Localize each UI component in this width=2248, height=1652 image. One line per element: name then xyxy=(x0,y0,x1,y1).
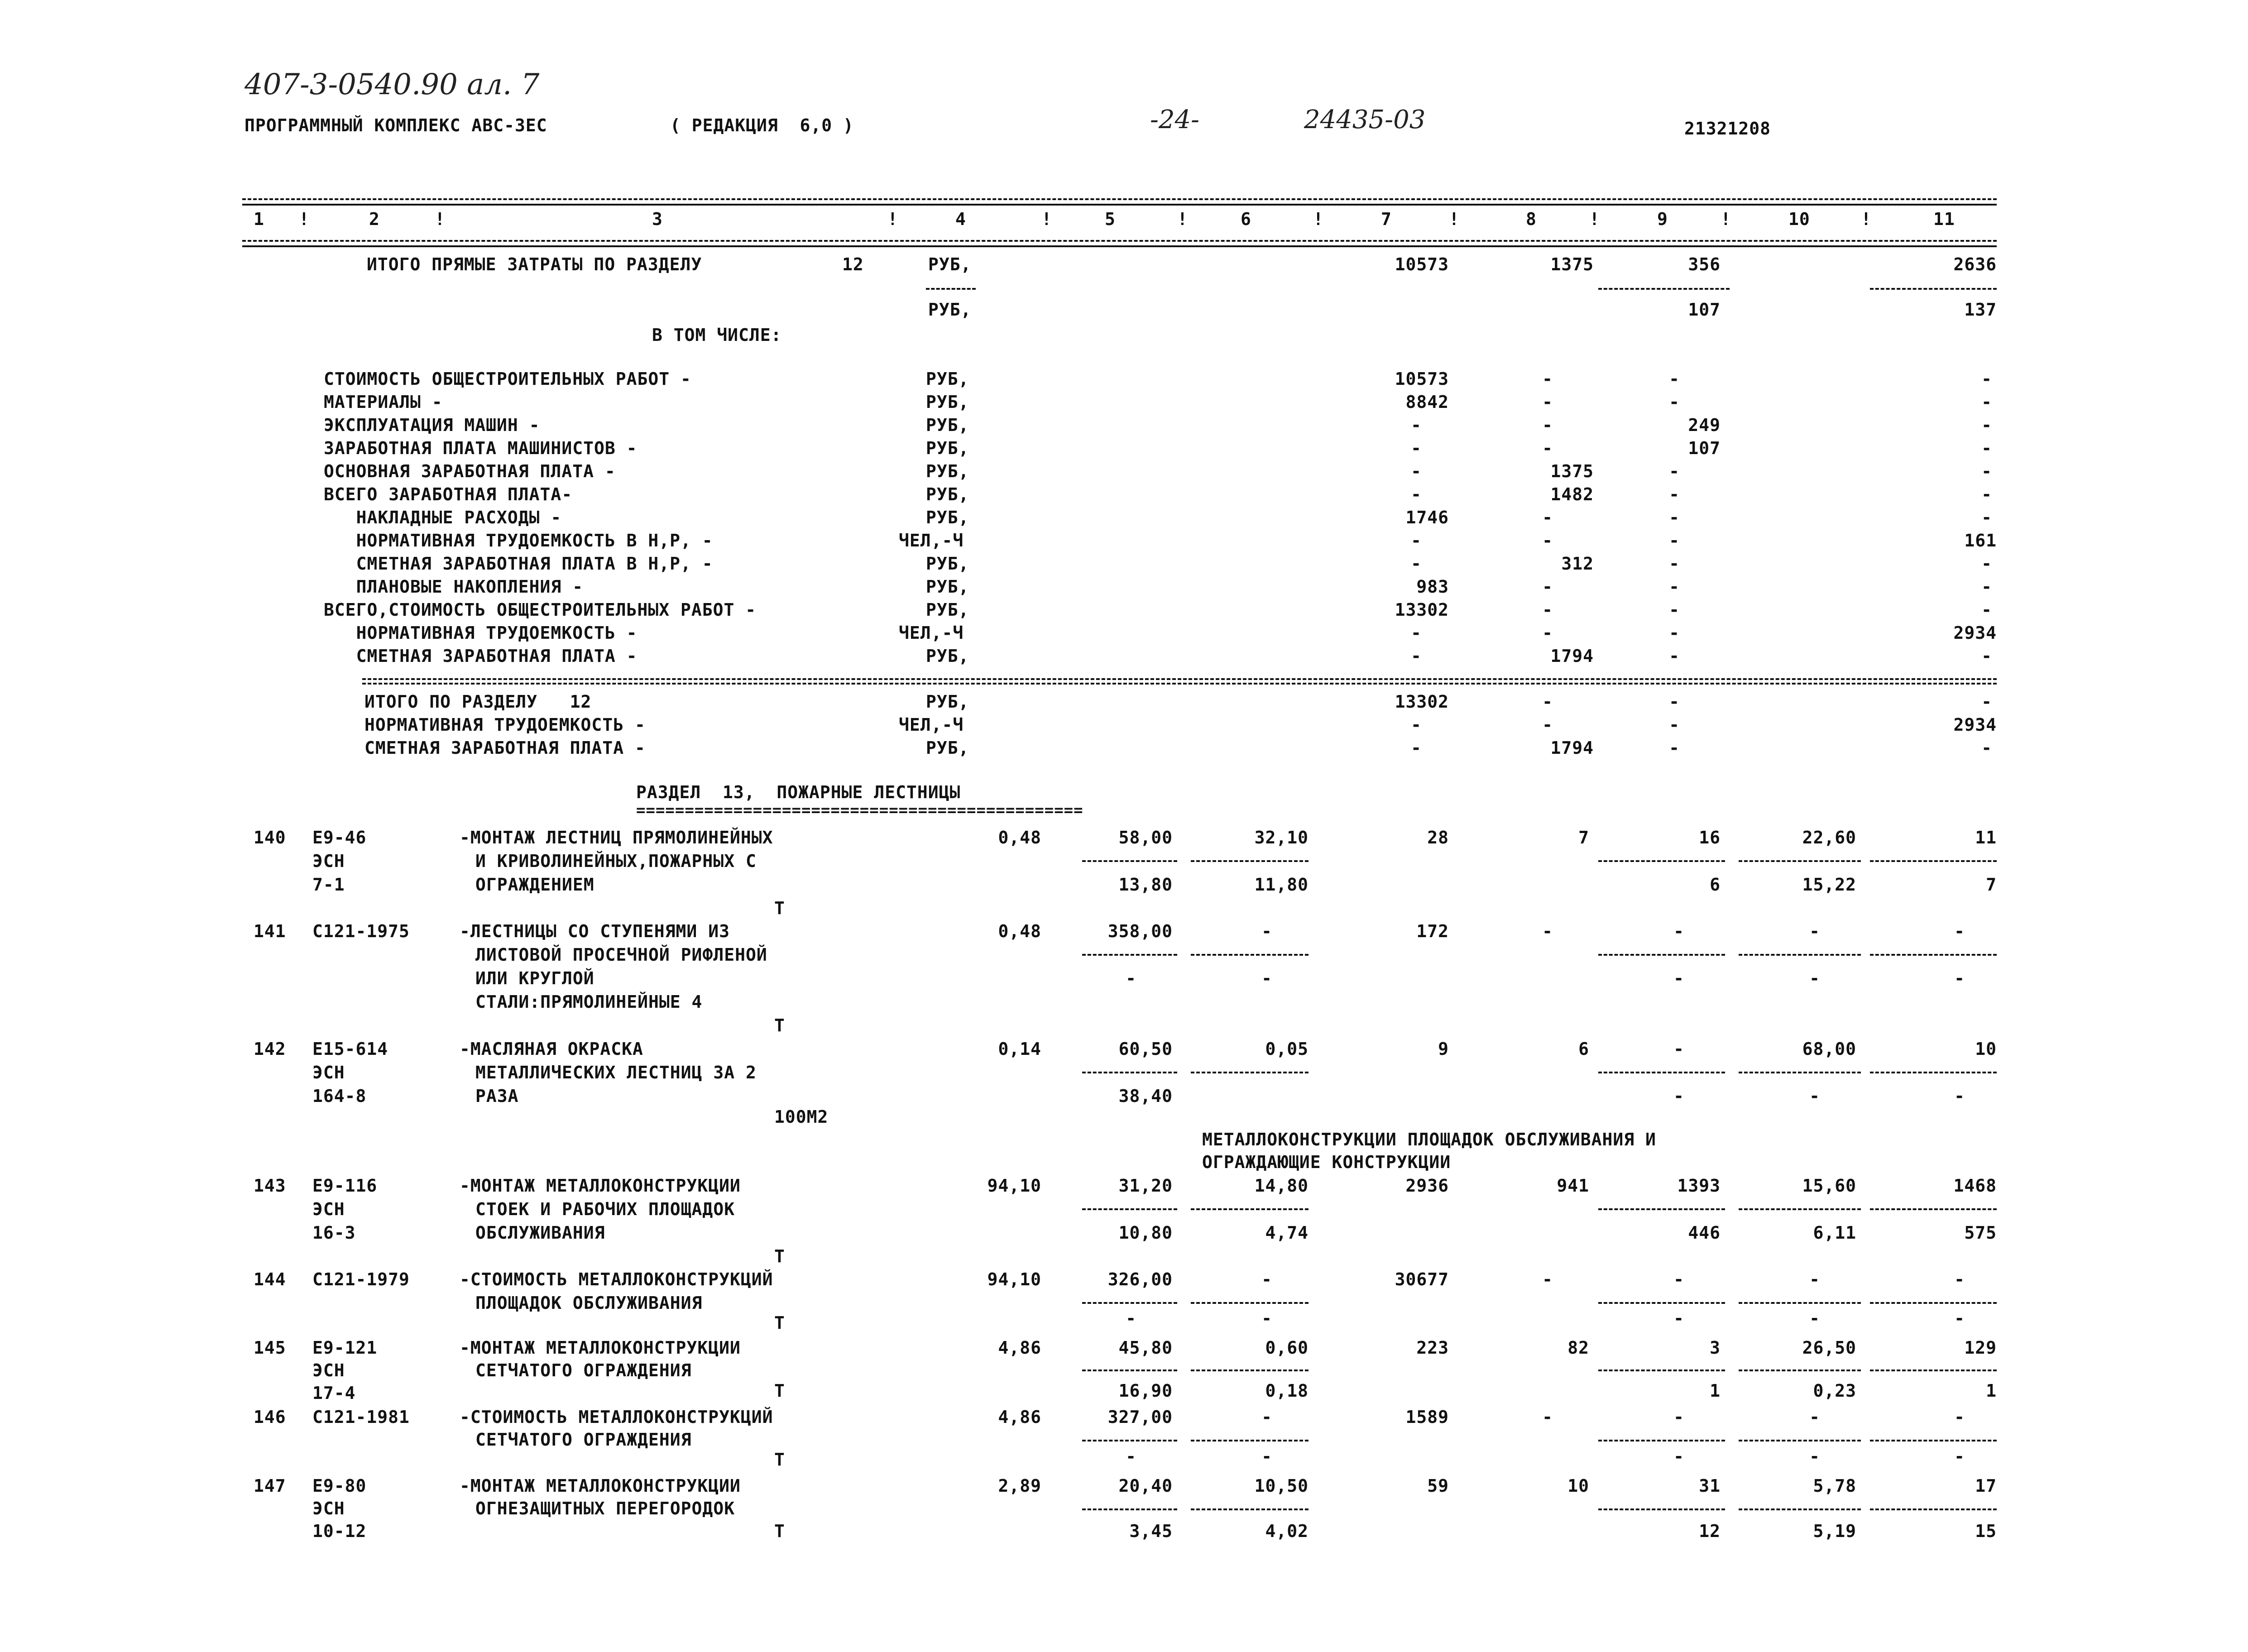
col-2: 2 xyxy=(369,209,380,229)
breakdown-c11: - xyxy=(1981,646,1992,666)
breakdown-label: НОРМАТИВНАЯ ТРУДОЕМКОСТЬ - xyxy=(324,623,637,643)
itogo2-unit: РУБ, xyxy=(928,300,972,320)
item-c6: - xyxy=(1261,921,1272,941)
item-c11b: - xyxy=(1954,1308,1965,1328)
item-c9: 31 xyxy=(1699,1476,1721,1496)
item-code-3: 17-4 xyxy=(312,1383,356,1403)
item-desc: ОБСЛУЖИВАНИЯ xyxy=(475,1223,605,1243)
breakdown-c9: - xyxy=(1669,623,1680,643)
item-desc: -МОНТАЖ МЕТАЛЛОКОНСТРУКЦИИ xyxy=(460,1338,741,1358)
item-c11b: 575 xyxy=(1964,1223,1997,1243)
item-c7: 2936 xyxy=(1405,1176,1449,1196)
item-c9: - xyxy=(1673,1407,1684,1427)
breakdown-c7: 10573 xyxy=(1395,369,1449,389)
item-c8: 6 xyxy=(1578,1039,1589,1059)
itogo-unit: РУБ, xyxy=(928,254,972,274)
breakdown-unit: РУБ, xyxy=(926,369,969,389)
breakdown-c7: 1746 xyxy=(1405,508,1449,527)
item-c6: 0,60 xyxy=(1265,1338,1309,1358)
itogo-c7: 10573 xyxy=(1395,254,1449,274)
item-code: Е9-116 xyxy=(312,1176,378,1196)
item-c11: - xyxy=(1954,1407,1965,1427)
itogo2-c9: 107 xyxy=(1688,300,1721,320)
item-code-2: ЭСН xyxy=(312,1063,345,1082)
item-desc: ОГРАЖДЕНИЕМ xyxy=(475,875,594,895)
item-c11b: 1 xyxy=(1986,1381,1997,1401)
item-c11: 11 xyxy=(1975,828,1997,848)
col-7: 7 xyxy=(1381,209,1392,229)
breakdown-c8: 1375 xyxy=(1550,461,1594,481)
breakdown-unit: РУБ, xyxy=(926,415,969,435)
item-c10b: 6,11 xyxy=(1813,1223,1856,1243)
item-c10b: 15,22 xyxy=(1802,875,1856,895)
breakdown-c8: 1794 xyxy=(1550,646,1594,666)
breakdown-label: ВСЕГО,СТОИМОСТЬ ОБЩЕСТРОИТЕЛЬНЫХ РАБОТ - xyxy=(324,600,757,620)
breakdown-c7: - xyxy=(1411,461,1422,481)
item-number: 143 xyxy=(254,1176,286,1196)
breakdown-label: НАКЛАДНЫЕ РАСХОДЫ - xyxy=(324,508,562,527)
item-c5b: - xyxy=(1126,1446,1136,1466)
item-c9b: 446 xyxy=(1688,1223,1721,1243)
item-desc: -МОНТАЖ МЕТАЛЛОКОНСТРУКЦИИ xyxy=(460,1476,741,1496)
item-code: С121-1975 xyxy=(312,921,410,941)
item-code-2: ЭСН xyxy=(312,1499,345,1518)
breakdown-c8: - xyxy=(1542,508,1553,527)
breakdown-c11: - xyxy=(1981,392,1992,412)
item-c5b: 16,90 xyxy=(1118,1381,1173,1401)
itogo-razdel-label: СМЕТНАЯ ЗАРАБОТНАЯ ПЛАТА - xyxy=(364,738,646,758)
item-code: Е9-80 xyxy=(312,1476,367,1496)
breakdown-c11: - xyxy=(1981,508,1992,527)
breakdown-c11: - xyxy=(1981,484,1992,504)
item-desc: -МАСЛЯНАЯ ОКРАСКА xyxy=(460,1039,643,1059)
item-desc: -СТОИМОСТЬ МЕТАЛЛОКОНСТРУКЦИЙ xyxy=(460,1407,773,1427)
breakdown-c8: - xyxy=(1542,531,1553,551)
item-c8: - xyxy=(1542,1269,1553,1289)
item-code-2: ЭСН xyxy=(312,1360,345,1380)
subsection-title-line2: ОГРАЖДАЮЩИЕ КОНСТРУКЦИИ xyxy=(1202,1152,1451,1172)
item-c11b: - xyxy=(1954,968,1965,988)
breakdown-c9: - xyxy=(1669,369,1680,389)
breakdown-c7: - xyxy=(1411,646,1422,666)
item-c8: 82 xyxy=(1567,1338,1589,1358)
itogo-razdel-unit: РУБ, xyxy=(926,692,969,712)
item-c7: 30677 xyxy=(1395,1269,1449,1289)
item-c4: 0,48 xyxy=(998,828,1041,848)
breakdown-c9: - xyxy=(1669,554,1680,574)
divider xyxy=(362,683,1997,685)
itogo-label: ИТОГО ПРЯМЫЕ ЗАТРАТЫ ПО РАЗДЕЛУ xyxy=(367,254,702,274)
item-c7: 223 xyxy=(1416,1338,1449,1358)
item-c11b: - xyxy=(1954,1086,1965,1106)
item-c11: - xyxy=(1954,1269,1965,1289)
item-c10: 15,60 xyxy=(1802,1176,1856,1196)
item-code: Е9-121 xyxy=(312,1338,378,1358)
breakdown-label: СМЕТНАЯ ЗАРАБОТНАЯ ПЛАТА - xyxy=(324,646,637,666)
item-desc: ИЛИ КРУГЛОЙ xyxy=(475,968,594,988)
item-c6: 0,05 xyxy=(1265,1039,1309,1059)
item-number: 140 xyxy=(254,828,286,848)
breakdown-c9: - xyxy=(1669,508,1680,527)
item-c7: 172 xyxy=(1416,921,1449,941)
item-c9: 3 xyxy=(1710,1338,1721,1358)
item-c6: 32,10 xyxy=(1254,828,1309,848)
breakdown-unit: РУБ, xyxy=(926,646,969,666)
item-c6b: 0,18 xyxy=(1265,1381,1309,1401)
item-unit: Т xyxy=(774,1015,785,1035)
itogo-razdel-c8: - xyxy=(1542,692,1553,712)
item-unit: Т xyxy=(774,1450,785,1470)
itogo-razdel-c8: 1794 xyxy=(1550,738,1594,758)
breakdown-c7: - xyxy=(1411,623,1422,643)
item-desc: СТАЛИ:ПРЯМОЛИНЕЙНЫЕ 4 xyxy=(475,992,703,1012)
breakdown-label: МАТЕРИАЛЫ - xyxy=(324,392,443,412)
item-c5b: - xyxy=(1126,968,1136,988)
itogo-num: 12 xyxy=(842,254,864,274)
breakdown-label: СМЕТНАЯ ЗАРАБОТНАЯ ПЛАТА В Н,Р, - xyxy=(324,554,713,574)
itogo-razdel-c9: - xyxy=(1669,738,1680,758)
item-c10: - xyxy=(1809,1407,1820,1427)
item-c5b: - xyxy=(1126,1308,1136,1328)
item-desc: И КРИВОЛИНЕЙНЫХ,ПОЖАРНЫХ С xyxy=(475,851,757,871)
header-rule-top xyxy=(242,198,1997,200)
breakdown-unit: РУБ, xyxy=(926,554,969,574)
item-unit: Т xyxy=(774,1381,785,1401)
divider xyxy=(362,678,1997,680)
item-c9b: 6 xyxy=(1710,875,1721,895)
col-5: 5 xyxy=(1105,209,1116,229)
breakdown-unit: РУБ, xyxy=(926,577,969,597)
breakdown-c11: - xyxy=(1981,369,1992,389)
col-9: 9 xyxy=(1657,209,1668,229)
itogo-razdel-c9: - xyxy=(1669,715,1680,735)
item-c6: - xyxy=(1261,1269,1272,1289)
item-c11b: 7 xyxy=(1986,875,1997,895)
item-number: 144 xyxy=(254,1269,286,1289)
item-c9b: - xyxy=(1673,1308,1684,1328)
item-c5b: 3,45 xyxy=(1129,1521,1173,1541)
item-c10: 68,00 xyxy=(1802,1039,1856,1059)
item-c9b: 12 xyxy=(1699,1521,1721,1541)
item-number: 141 xyxy=(254,921,286,941)
breakdown-c7: 13302 xyxy=(1395,600,1449,620)
breakdown-c7: 983 xyxy=(1416,577,1449,597)
breakdown-c8: - xyxy=(1542,600,1553,620)
breakdown-label: ПЛАНОВЫЕ НАКОПЛЕНИЯ - xyxy=(324,577,584,597)
item-c9: - xyxy=(1673,1039,1684,1059)
item-c4: 4,86 xyxy=(998,1338,1041,1358)
breakdown-c11: - xyxy=(1981,554,1992,574)
breakdown-c11: - xyxy=(1981,577,1992,597)
item-number: 146 xyxy=(254,1407,286,1427)
item-c4: 0,48 xyxy=(998,921,1041,941)
item-c7: 9 xyxy=(1438,1039,1449,1059)
edition: ( РЕДАКЦИЯ 6,0 ) xyxy=(670,115,854,135)
item-c8: 941 xyxy=(1557,1176,1589,1196)
breakdown-c9: - xyxy=(1669,392,1680,412)
item-c10: 26,50 xyxy=(1802,1338,1856,1358)
item-desc: ЛИСТОВОЙ ПРОСЕЧНОЙ РИФЛЕНОЙ xyxy=(475,945,767,965)
item-c10b: - xyxy=(1809,1446,1820,1466)
breakdown-c9: - xyxy=(1669,577,1680,597)
breakdown-c8: - xyxy=(1542,623,1553,643)
item-c9b: - xyxy=(1673,1446,1684,1466)
breakdown-unit: РУБ, xyxy=(926,438,969,458)
breakdown-c9: 249 xyxy=(1688,415,1721,435)
itogo-razdel-c9: - xyxy=(1669,692,1680,712)
breakdown-label: ЭКСПЛУАТАЦИЯ МАШИН - xyxy=(324,415,540,435)
breakdown-c11: 2934 xyxy=(1953,623,1997,643)
item-desc: ПЛОЩАДОК ОБСЛУЖИВАНИЯ xyxy=(475,1293,703,1313)
breakdown-c11: - xyxy=(1981,438,1992,458)
breakdown-c7: - xyxy=(1411,415,1422,435)
item-number: 145 xyxy=(254,1338,286,1358)
breakdown-label: ЗАРАБОТНАЯ ПЛАТА МАШИНИСТОВ - xyxy=(324,438,637,458)
breakdown-unit: РУБ, xyxy=(926,392,969,412)
header-rule-bottom-2 xyxy=(242,245,1997,247)
item-c8: - xyxy=(1542,1407,1553,1427)
item-code: Е15-614 xyxy=(312,1039,388,1059)
item-c5: 45,80 xyxy=(1118,1338,1173,1358)
breakdown-c7: - xyxy=(1411,531,1422,551)
item-c8: - xyxy=(1542,921,1553,941)
item-c5: 358,00 xyxy=(1107,921,1173,941)
item-c9: 16 xyxy=(1699,828,1721,848)
breakdown-c8: - xyxy=(1542,415,1553,435)
item-c5b: 13,80 xyxy=(1118,875,1173,895)
breakdown-c11: - xyxy=(1981,600,1992,620)
itogo-razdel-c7: - xyxy=(1411,715,1422,735)
item-desc: ОГНЕЗАЩИТНЫХ ПЕРЕГОРОДОК xyxy=(475,1499,735,1518)
section-title: РАЗДЕЛ 13, ПОЖАРНЫЕ ЛЕСТНИЦЫ xyxy=(636,782,961,802)
page-number: -24- xyxy=(1150,105,1200,134)
breakdown-c7: 8842 xyxy=(1405,392,1449,412)
itogo-razdel-c7: 13302 xyxy=(1395,692,1449,712)
item-unit: Т xyxy=(774,1521,785,1541)
item-unit: 100М2 xyxy=(774,1107,829,1127)
item-code-2: ЭСН xyxy=(312,851,345,871)
itogo-razdel-c8: - xyxy=(1542,715,1553,735)
item-c6b: - xyxy=(1261,1446,1272,1466)
item-c7: 28 xyxy=(1427,828,1449,848)
handwritten-number: 24435-03 xyxy=(1304,105,1426,134)
breakdown-label: ВСЕГО ЗАРАБОТНАЯ ПЛАТА- xyxy=(324,484,573,504)
item-c10b: - xyxy=(1809,1086,1820,1106)
item-c11b: - xyxy=(1954,1446,1965,1466)
breakdown-label: ОСНОВНАЯ ЗАРАБОТНАЯ ПЛАТА - xyxy=(324,461,616,481)
item-c9: 1393 xyxy=(1677,1176,1721,1196)
col-3: 3 xyxy=(652,209,663,229)
item-code: Е9-46 xyxy=(312,828,367,848)
itogo-razdel-unit: РУБ, xyxy=(926,738,969,758)
col-11: 11 xyxy=(1933,209,1955,229)
breakdown-c7: - xyxy=(1411,554,1422,574)
item-desc: -СТОИМОСТЬ МЕТАЛЛОКОНСТРУКЦИЙ xyxy=(460,1269,773,1289)
item-c11: 17 xyxy=(1975,1476,1997,1496)
item-code: С121-1981 xyxy=(312,1407,410,1427)
breakdown-c11: 161 xyxy=(1964,531,1997,551)
item-c4: 4,86 xyxy=(998,1407,1041,1427)
item-c8: 10 xyxy=(1567,1476,1589,1496)
item-code-3: 16-3 xyxy=(312,1223,356,1243)
item-c7: 59 xyxy=(1427,1476,1449,1496)
item-c10b: 0,23 xyxy=(1813,1381,1856,1401)
item-desc: -МОНТАЖ МЕТАЛЛОКОНСТРУКЦИИ xyxy=(460,1176,741,1196)
item-code-3: 164-8 xyxy=(312,1086,367,1106)
breakdown-c8: - xyxy=(1542,392,1553,412)
breakdown-unit: ЧЕЛ,-Ч xyxy=(899,623,964,643)
item-c4: 0,14 xyxy=(998,1039,1041,1059)
item-c8: 7 xyxy=(1578,828,1589,848)
item-c6: - xyxy=(1261,1407,1272,1427)
breakdown-c9: - xyxy=(1669,531,1680,551)
item-c6b: - xyxy=(1261,1308,1272,1328)
item-c6b: 4,02 xyxy=(1265,1521,1309,1541)
item-c11: 1468 xyxy=(1953,1176,1997,1196)
itogo-razdel-label: ИТОГО ПО РАЗДЕЛУ 12 xyxy=(364,692,592,712)
item-c7: 1589 xyxy=(1405,1407,1449,1427)
breakdown-c9: - xyxy=(1669,461,1680,481)
item-c6b: 11,80 xyxy=(1254,875,1309,895)
item-desc: СЕТЧАТОГО ОГРАЖДЕНИЯ xyxy=(475,1430,692,1450)
document-number: 21321208 xyxy=(1684,119,1771,139)
item-c10: 5,78 xyxy=(1813,1476,1856,1496)
itogo-razdel-label: НОРМАТИВНАЯ ТРУДОЕМКОСТЬ - xyxy=(364,715,646,735)
breakdown-unit: РУБ, xyxy=(926,600,969,620)
program-name: ПРОГРАММНЫЙ КОМПЛЕКС АВС-ЗЕС xyxy=(244,115,547,135)
breakdown-label: СТОИМОСТЬ ОБЩЕСТРОИТЕЛЬНЫХ РАБОТ - xyxy=(324,369,691,389)
itogo-c11: 2636 xyxy=(1953,254,1997,274)
breakdown-c8: 1482 xyxy=(1550,484,1594,504)
header-rule-top-2 xyxy=(242,204,1997,206)
item-c5b: 38,40 xyxy=(1118,1086,1173,1106)
item-c5: 327,00 xyxy=(1107,1407,1173,1427)
item-c5: 58,00 xyxy=(1118,828,1173,848)
item-c11: - xyxy=(1954,921,1965,941)
item-c5: 326,00 xyxy=(1107,1269,1173,1289)
item-c11: 129 xyxy=(1964,1338,1997,1358)
breakdown-unit: РУБ, xyxy=(926,484,969,504)
item-desc: СТОЕК И РАБОЧИХ ПЛОЩАДОК xyxy=(475,1199,735,1219)
breakdown-c9: - xyxy=(1669,646,1680,666)
breakdown-unit: ЧЕЛ,-Ч xyxy=(899,531,964,551)
item-c10b: - xyxy=(1809,1308,1820,1328)
itogo-razdel-unit: ЧЕЛ,-Ч xyxy=(899,715,964,735)
item-c11b: 15 xyxy=(1975,1521,1997,1541)
item-c9: - xyxy=(1673,921,1684,941)
item-code-3: 7-1 xyxy=(312,875,345,895)
item-code-2: ЭСН xyxy=(312,1199,345,1219)
item-c5b: 10,80 xyxy=(1118,1223,1173,1243)
breakdown-label: НОРМАТИВНАЯ ТРУДОЕМКОСТЬ В Н,Р, - xyxy=(324,531,713,551)
item-c9b: - xyxy=(1673,968,1684,988)
item-unit: Т xyxy=(774,898,785,918)
subsection-title-line1: МЕТАЛЛОКОНСТРУКЦИИ ПЛОЩАДОК ОБСЛУЖИВАНИЯ И xyxy=(1202,1130,1656,1149)
col-8: 8 xyxy=(1526,209,1537,229)
item-c4: 94,10 xyxy=(987,1176,1041,1196)
item-c5: 60,50 xyxy=(1118,1039,1173,1059)
breakdown-c8: - xyxy=(1542,577,1553,597)
breakdown-c8: 312 xyxy=(1561,554,1594,574)
itogo-razdel-c11: - xyxy=(1981,738,1992,758)
item-desc: -МОНТАЖ ЛЕСТНИЦ ПРЯМОЛИНЕЙНЫХ xyxy=(460,828,773,848)
breakdown-unit: РУБ, xyxy=(926,461,969,481)
col-1: 1 xyxy=(254,209,264,229)
item-number: 147 xyxy=(254,1476,286,1496)
item-c6b: 4,74 xyxy=(1265,1223,1309,1243)
handwritten-code: 407-3-0540.90 ал. 7 xyxy=(244,68,540,101)
item-c10: - xyxy=(1809,1269,1820,1289)
breakdown-c8: - xyxy=(1542,369,1553,389)
item-c11: 10 xyxy=(1975,1039,1997,1059)
item-c10: 22,60 xyxy=(1802,828,1856,848)
breakdown-c7: - xyxy=(1411,484,1422,504)
item-unit: Т xyxy=(774,1246,785,1266)
item-c9: - xyxy=(1673,1269,1684,1289)
item-c10b: - xyxy=(1809,968,1820,988)
col-6: 6 xyxy=(1241,209,1251,229)
itogo-razdel-c11: 2934 xyxy=(1953,715,1997,735)
item-c10: - xyxy=(1809,921,1820,941)
item-c4: 2,89 xyxy=(998,1476,1041,1496)
itogo-razdel-c11: - xyxy=(1981,692,1992,712)
itogo-c9: 356 xyxy=(1688,254,1721,274)
v-tom-chisle: В ТОМ ЧИСЛЕ: xyxy=(652,325,782,345)
item-code-3: 10-12 xyxy=(312,1521,367,1541)
document-page: 407-3-0540.90 ал. 7 ПРОГРАММНЫЙ КОМПЛЕКС АВС-ЗЕС ( РЕДАКЦИЯ 6,0 ) -24- 24435-03 21321208 1 2 3 4 5 6 7 8 9 10 11 ! ! ! ! ! ! ! ! ! ! ИТОГО ПРЯМЫЕ ЗАТРАТЫ ПО РАЗДЕЛУ 12 РУБ, 10573 1375 356 2636 РУБ, 107 137 В ТОМ ЧИСЛЕ: СТОИМОСТЬ ОБЩЕСТРОИТЕЛЬНЫХ РАБОТ - РУБ, 10573 - - - МАТЕРИАЛЫ - РУБ, 8842 - - - ЭКСПЛУАТАЦИЯ МАШИН - РУБ, - - 249 - ЗАРАБОТНАЯ ПЛАТА МАШИНИСТОВ - РУБ, - - 107 - ОСНОВНАЯ ЗАРАБОТНАЯ ПЛАТА - РУБ, - 1375 - - ВСЕГО ЗАРАБОТНАЯ ПЛАТА- РУБ, - 1482 - - НАКЛАДНЫЕ РАСХОДЫ - РУБ, 1746 - - - НОРМАТИВНАЯ ТРУДОЕМКОСТЬ В Н,Р, - ЧЕЛ,-Ч - - - 161 СМЕТНАЯ ЗАРАБОТНАЯ ПЛАТА В Н,Р, - РУБ, - 312 - - ПЛАНОВЫЕ НАКОПЛЕНИЯ - РУБ, 983 - - - ВСЕГО,СТОИМОСТЬ ОБЩЕСТРОИТЕЛЬНЫХ РАБОТ - РУБ, 13302 - - - НОРМАТИВНАЯ ТРУДОЕМКОСТЬ - ЧЕЛ,-Ч - - - 2934 СМЕТНАЯ ЗАРАБОТНАЯ ПЛАТА - РУБ, - 1794 - - ИТОГО ПО РАЗДЕЛУ 12 РУБ, 13302 - - - НОРМАТИВНАЯ ТРУДОЕМКОСТЬ - ЧЕЛ,-Ч - - - 2934 СМЕТНАЯ ЗАРАБОТНАЯ ПЛАТА - РУБ, - 1794 - - РАЗДЕЛ 13, ПОЖАРНЫЕ ЛЕСТНИЦЫ ============================================== 140 Е9-46 ЭСН 7-1 -МОНТАЖ ЛЕСТНИЦ ПРЯМОЛИНЕЙНЫХ И КРИВОЛИНЕЙНЫХ,ПОЖАРНЫХ С ОГРАЖДЕНИЕМ Т 0,48 58,00 32,10 28 7 16 22,60 11 13,80 11,80 6 15,22 7 141 С121-1975 -ЛЕСТНИЦЫ СО СТУПЕНЯМИ ИЗ ЛИСТОВОЙ ПРОСЕЧНОЙ РИФЛЕНОЙ ИЛИ КРУГЛОЙ СТАЛИ:ПРЯМОЛИНЕЙНЫЕ 4 Т 0,48 358,00 - 172 - - - - - - - - - 142 Е15-614 ЭСН 164-8 -МАСЛЯНАЯ ОКРАСКА МЕТАЛЛИЧЕСКИХ ЛЕСТНИЦ ЗА 2 РАЗА 100М2 0,14 60,50 0,05 9 6 - 68,00 10 38,40 - - - МЕТАЛЛОКОНСТРУКЦИИ ПЛОЩАДОК ОБСЛУЖИВАНИЯ И ОГРАЖДАЮЩИЕ КОНСТРУКЦИИ 143 Е9-116 ЭСН 16-3 -МОНТАЖ МЕТАЛЛОКОНСТРУКЦИИ СТОЕК И РАБОЧИХ ПЛОЩАДОК ОБСЛУЖИВАНИЯ Т 94,10 31,20 14,80 2936 941 1393 15,60 1468 10,80 4,74 446 6,11 575 144 С121-1979 -СТОИМОСТЬ МЕТАЛЛОКОНСТРУКЦИЙ ПЛОЩАДОК ОБСЛУЖИВАНИЯ Т 94,10 326,00 - 30677 - - - - - - - - - 145 Е9-121 ЭСН 17-4 -МОНТАЖ МЕТАЛЛОКОНСТРУКЦИИ СЕТЧАТОГО ОГРАЖДЕНИЯ Т 4,86 45,80 0,60 223 82 3 26,50 129 16,90 0,18 1 0,23 1 146 С121-1981 -СТОИМОСТЬ МЕТАЛЛОКОНСТРУКЦИЙ СЕТЧАТОГО ОГРАЖДЕНИЯ Т 4,86 327,00 - 1589 - - - - - - - - - 147 Е9-80 ЭСН 10-12 -МОНТАЖ МЕТАЛЛОКОНСТРУКЦИИ ОГНЕЗАЩИТНЫХ ПЕРЕГОРОДОК Т 2,89 20,40 10,50 59 10 31 5,78 17 3,45 4,02 12 5,19 15 xyxy=(0,0,2248,1652)
item-number: 142 xyxy=(254,1039,286,1059)
col-4: 4 xyxy=(955,209,966,229)
item-desc: РАЗА xyxy=(475,1086,519,1106)
item-unit: Т xyxy=(774,1313,785,1333)
item-c6b: - xyxy=(1261,968,1272,988)
itogo-razdel-c7: - xyxy=(1411,738,1422,758)
item-c5: 31,20 xyxy=(1118,1176,1173,1196)
breakdown-c9: 107 xyxy=(1688,438,1721,458)
item-desc: СЕТЧАТОГО ОГРАЖДЕНИЯ xyxy=(475,1360,692,1380)
itogo-c8: 1375 xyxy=(1550,254,1594,274)
col-10: 10 xyxy=(1788,209,1810,229)
item-desc: МЕТАЛЛИЧЕСКИХ ЛЕСТНИЦ ЗА 2 xyxy=(475,1063,757,1082)
breakdown-c7: - xyxy=(1411,438,1422,458)
item-desc: -ЛЕСТНИЦЫ СО СТУПЕНЯМИ ИЗ xyxy=(460,921,730,941)
breakdown-c9: - xyxy=(1669,600,1680,620)
item-code: С121-1979 xyxy=(312,1269,410,1289)
breakdown-c8: - xyxy=(1542,438,1553,458)
breakdown-c11: - xyxy=(1981,461,1992,481)
item-c4: 94,10 xyxy=(987,1269,1041,1289)
breakdown-unit: РУБ, xyxy=(926,508,969,527)
breakdown-c11: - xyxy=(1981,415,1992,435)
item-c6: 10,50 xyxy=(1254,1476,1309,1496)
item-c9b: 1 xyxy=(1710,1381,1721,1401)
item-c6: 14,80 xyxy=(1254,1176,1309,1196)
header-rule-bottom xyxy=(242,240,1997,242)
section-underline: ============================================== xyxy=(636,801,1083,819)
breakdown-c9: - xyxy=(1669,484,1680,504)
item-c10b: 5,19 xyxy=(1813,1521,1856,1541)
item-c9b: - xyxy=(1673,1086,1684,1106)
itogo2-c11: 137 xyxy=(1964,300,1997,320)
item-c5: 20,40 xyxy=(1118,1476,1173,1496)
